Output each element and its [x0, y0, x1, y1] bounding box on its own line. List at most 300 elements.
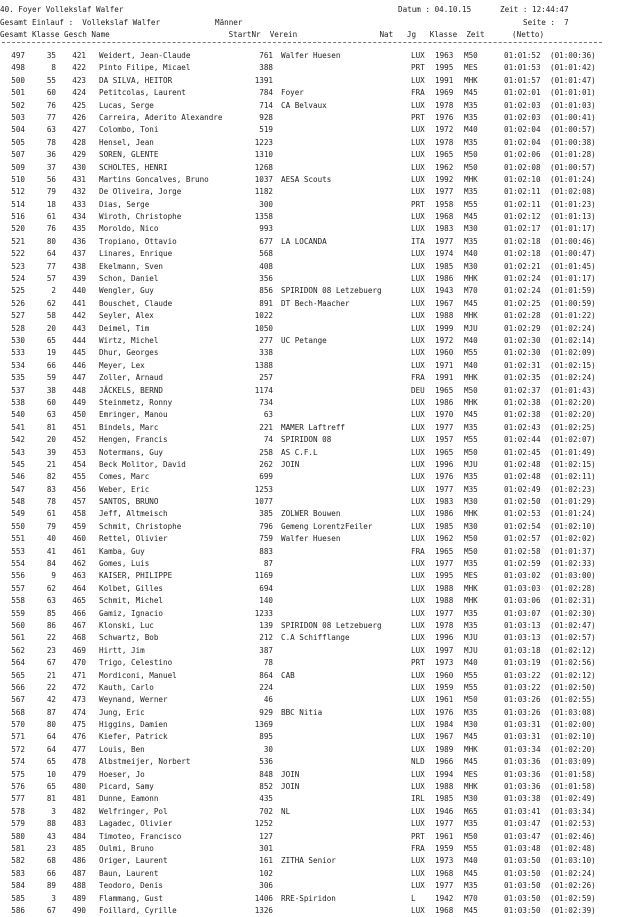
category-cell: M40 [464, 125, 478, 135]
start-number-cell: 1169 [254, 571, 273, 581]
name-cell: Linares, Enrique [99, 249, 173, 259]
gender-rank-cell: 469 [72, 645, 86, 655]
class-rank-cell: 64 [46, 744, 56, 754]
birth-year-cell: 1994 [435, 769, 454, 779]
category-cell: M45 [464, 757, 478, 767]
class-rank-cell: 60 [46, 397, 56, 407]
name-cell: Kamba, Guy [99, 546, 145, 556]
gender-rank-cell: 470 [72, 658, 86, 668]
gender-rank-cell: 428 [72, 137, 86, 147]
table-row [0, 310, 638, 322]
name-cell: Flammang, Gust [99, 893, 164, 903]
birth-year-cell: 1970 [435, 410, 454, 420]
time-cell: 01:01:57 [504, 75, 541, 85]
name-cell: Jung, Eric [99, 707, 145, 717]
start-number-cell: 30 [263, 744, 273, 754]
category-cell: M50 [464, 447, 478, 457]
net-time-cell: (01:02:00) [550, 720, 596, 730]
gender-rank-cell: 446 [72, 360, 86, 370]
rank-cell: 579 [11, 819, 25, 829]
start-number-cell: 864 [259, 670, 273, 680]
start-number-cell: 761 [259, 51, 273, 60]
start-number-cell: 1022 [254, 311, 273, 321]
name-cell: Lucas, Serge [99, 100, 154, 110]
category-cell: MHK [464, 596, 478, 606]
nationality-cell: LUX [411, 645, 425, 655]
club-cell: SPIRIDON 08 [281, 435, 332, 445]
nationality-cell: LUX [411, 571, 425, 581]
table-row [0, 261, 638, 273]
start-number-cell: 338 [259, 348, 273, 358]
start-number-cell: 714 [259, 100, 273, 110]
time-cell: 01:02:50 [504, 497, 541, 507]
club-cell: CAB [281, 670, 295, 680]
nationality-cell: LUX [411, 249, 425, 259]
time-cell: 01:02:59 [504, 559, 541, 569]
gender-rank-cell: 450 [72, 410, 86, 420]
class-rank-cell: 39 [46, 447, 56, 457]
start-number-cell: 1268 [254, 162, 273, 172]
net-time-cell: (01:02:53) [550, 819, 596, 829]
time-cell: 01:02:43 [504, 422, 541, 432]
table-row [0, 546, 638, 558]
rank-cell: 586 [11, 905, 25, 915]
net-time-cell: (01:00:57) [550, 125, 596, 135]
rank-cell: 566 [11, 682, 25, 692]
name-cell: Beck Molitor, David [99, 459, 186, 469]
gender-rank-cell: 434 [72, 212, 86, 222]
birth-year-cell: 1988 [435, 596, 454, 606]
start-number-cell: 929 [259, 707, 273, 717]
name-cell: Schmit, Michel [99, 596, 164, 606]
gender-rank-cell: 482 [72, 806, 86, 816]
net-time-cell: (01:01:58) [550, 769, 596, 779]
category-cell: M30 [464, 261, 478, 271]
nationality-cell: LUX [411, 620, 425, 630]
gender-rank-cell: 475 [72, 720, 86, 730]
net-time-cell: (01:02:59) [550, 893, 596, 903]
gender-rank-cell: 452 [72, 435, 86, 445]
table-row [0, 595, 638, 607]
time-cell: 01:03:48 [504, 844, 541, 853]
birth-year-cell: 1999 [435, 323, 454, 333]
birth-year-cell: 1969 [435, 88, 454, 98]
gender-rank-cell: 478 [72, 757, 86, 767]
net-time-cell: (01:02:26) [550, 881, 596, 891]
club-cell: SPIRIDON 08 Letzebuerg [281, 286, 382, 296]
table-row [0, 385, 638, 397]
rank-cell: 580 [11, 831, 25, 841]
rank-cell: 540 [11, 410, 25, 420]
time-cell: 01:02:58 [504, 546, 541, 556]
class-rank-cell: 61 [46, 509, 56, 519]
category-cell: MHK [464, 509, 478, 519]
rank-cell: 570 [11, 720, 25, 730]
start-number-cell: 301 [259, 844, 273, 853]
nationality-cell: LUX [411, 856, 425, 866]
category-cell: MHK [464, 373, 478, 383]
nationality-cell: LUX [411, 707, 425, 717]
nationality-cell: LUX [411, 447, 425, 457]
name-cell: Wirtz, Michel [99, 335, 159, 345]
class-rank-cell: 59 [46, 373, 56, 383]
name-cell: Bouschet, Claude [99, 298, 173, 308]
club-cell: ZOLWER Bouwen [281, 509, 341, 519]
category-cell: M65 [464, 806, 478, 816]
name-cell: Rettel, Olivier [99, 534, 168, 544]
nationality-cell: LUX [411, 472, 425, 482]
name-cell: Mordiconi, Manuel [99, 670, 177, 680]
net-time-cell: (01:01:37) [550, 546, 596, 556]
time-cell: 01:02:10 [504, 174, 541, 184]
birth-year-cell: 1985 [435, 521, 454, 531]
class-rank-cell: 77 [46, 261, 56, 271]
time-cell: 01:03:50 [504, 856, 541, 866]
time-cell: 01:03:36 [504, 769, 541, 779]
net-time-cell: (01:01:03) [550, 100, 596, 110]
nationality-cell: LUX [411, 75, 425, 85]
birth-year-cell: 1978 [435, 100, 454, 110]
category-cell: M55 [464, 435, 478, 445]
category-cell: M35 [464, 484, 478, 494]
table-row [0, 484, 638, 496]
time-cell: 01:02:30 [504, 348, 541, 358]
net-time-cell: (01:01:42) [550, 63, 596, 73]
nationality-cell: LUX [411, 782, 425, 792]
table-row [0, 87, 638, 99]
start-number-cell: 1037 [254, 174, 273, 184]
gender-rank-cell: 479 [72, 769, 86, 779]
start-number-cell: 1174 [254, 385, 273, 395]
name-cell: Comes, Marc [99, 472, 150, 482]
nationality-cell: LUX [411, 261, 425, 271]
name-cell: Weidert, Jean-Claude [99, 51, 191, 60]
start-number-cell: 102 [259, 868, 273, 878]
rank-cell: 584 [11, 881, 25, 891]
name-cell: Bindels, Marc [99, 422, 159, 432]
name-cell: Schwartz, Bob [99, 633, 159, 643]
net-time-cell: (01:02:24) [550, 323, 596, 333]
club-cell: C.A Schifflange [281, 633, 350, 643]
birth-year-cell: 1983 [435, 224, 454, 234]
net-time-cell: (01:02:25) [550, 422, 596, 432]
class-rank-cell: 86 [46, 620, 56, 630]
net-time-cell: (01:01:17) [550, 224, 596, 234]
start-number-cell: 262 [259, 459, 273, 469]
birth-year-cell: 1942 [435, 893, 454, 903]
time-cell: 01:03:26 [504, 707, 541, 717]
category-cell: M70 [464, 893, 478, 903]
rank-cell: 543 [11, 447, 25, 457]
net-time-cell: (01:02:20) [550, 410, 596, 420]
gender-rank-cell: 456 [72, 484, 86, 494]
net-time-cell: (01:01:23) [550, 199, 596, 209]
rank-cell: 526 [11, 298, 25, 308]
nationality-cell: LUX [411, 583, 425, 593]
class-rank-cell: 36 [46, 150, 56, 160]
rank-cell: 582 [11, 856, 25, 866]
name-cell: Baun, Laurent [99, 868, 159, 878]
column-headers: Gesamt Klasse Gesch Name StartNr Verein Nat Jg Klasse Zeit (Netto) [0, 30, 545, 39]
gender-rank-cell: 421 [72, 51, 86, 60]
name-cell: Tropiano, Ottavio [99, 236, 177, 246]
class-rank-cell: 9 [51, 571, 56, 581]
rank-cell: 507 [11, 150, 25, 160]
rank-cell: 538 [11, 397, 25, 407]
gender-rank-cell: 451 [72, 422, 86, 432]
birth-year-cell: 1977 [435, 819, 454, 829]
start-number-cell: 1406 [254, 893, 273, 903]
birth-year-cell: 1977 [435, 559, 454, 569]
rank-cell: 548 [11, 497, 25, 507]
nationality-cell: LUX [411, 819, 425, 829]
rank-cell: 561 [11, 633, 25, 643]
net-time-cell: (01:00:38) [550, 137, 596, 147]
table-row [0, 645, 638, 657]
time-cell: 01:03:22 [504, 682, 541, 692]
category-cell: M50 [464, 162, 478, 172]
class-rank-cell: 66 [46, 360, 56, 370]
category-cell: MHK [464, 744, 478, 754]
time-cell: 01:02:18 [504, 236, 541, 246]
birth-year-cell: 1977 [435, 422, 454, 432]
birth-year-cell: 1958 [435, 199, 454, 209]
category-cell: M45 [464, 88, 478, 98]
name-cell: Schmit, Christophe [99, 521, 182, 531]
birth-year-cell: 1977 [435, 608, 454, 618]
table-row [0, 855, 638, 867]
gender-rank-cell: 460 [72, 534, 86, 544]
start-number-cell: 140 [259, 596, 273, 606]
table-row [0, 818, 638, 830]
nationality-cell: PRT [411, 658, 425, 668]
birth-year-cell: 1957 [435, 435, 454, 445]
rank-cell: 559 [11, 608, 25, 618]
gender-rank-cell: 431 [72, 174, 86, 184]
birth-year-cell: 1986 [435, 274, 454, 284]
gender-rank-cell: 468 [72, 633, 86, 643]
net-time-cell: (01:02:07) [550, 435, 596, 445]
table-row [0, 273, 638, 285]
net-time-cell: (01:01:47) [550, 75, 596, 85]
nationality-cell: LUX [411, 150, 425, 160]
net-time-cell: (01:03:34) [550, 806, 596, 816]
name-cell: Zoller, Arnaud [99, 373, 164, 383]
net-time-cell: (01:01:43) [550, 385, 596, 395]
net-time-cell: (01:02:39) [550, 905, 596, 915]
category-cell: MJU [464, 633, 478, 643]
time-cell: 01:03:34 [504, 744, 541, 754]
name-cell: Jeff, Altmeisch [99, 509, 168, 519]
class-rank-cell: 63 [46, 410, 56, 420]
gender-rank-cell: 427 [72, 125, 86, 135]
name-cell: SANTOS, BRUNO [99, 497, 159, 507]
name-cell: SOREN, GLENTE [99, 150, 159, 160]
nationality-cell: LUX [411, 596, 425, 606]
class-rank-cell: 42 [46, 695, 56, 705]
table-row [0, 75, 638, 87]
name-cell: Seyler, Alex [99, 311, 154, 321]
class-rank-cell: 64 [46, 732, 56, 742]
start-number-cell: 408 [259, 261, 273, 271]
time-cell: 01:01:52 [504, 51, 541, 60]
gender-rank-cell: 442 [72, 311, 86, 321]
gender-rank-cell: 480 [72, 782, 86, 792]
class-rank-cell: 19 [46, 348, 56, 358]
rank-cell: 528 [11, 323, 25, 333]
header-line-1 [0, 4, 638, 16]
nationality-cell: ITA [411, 236, 425, 246]
name-cell: Oulmi, Bruno [99, 844, 154, 853]
name-cell: Deimel, Tim [99, 323, 150, 333]
start-number-cell: 1252 [254, 819, 273, 829]
nationality-cell: LUX [411, 497, 425, 507]
table-row [0, 471, 638, 483]
table-row [0, 100, 638, 112]
time-cell: 01:02:08 [504, 162, 541, 172]
birth-year-cell: 1976 [435, 112, 454, 122]
table-row [0, 112, 638, 124]
time-cell: 01:03:31 [504, 732, 541, 742]
net-time-cell: (01:02:15) [550, 360, 596, 370]
start-number-cell: 277 [259, 335, 273, 345]
rank-cell: 581 [11, 844, 25, 853]
name-cell: Hengen, Francis [99, 435, 168, 445]
table-row [0, 409, 638, 421]
class-rank-cell: 61 [46, 212, 56, 222]
class-rank-cell: 79 [46, 521, 56, 531]
birth-year-cell: 1965 [435, 150, 454, 160]
time-cell: 01:02:44 [504, 435, 541, 445]
class-rank-cell: 65 [46, 782, 56, 792]
birth-year-cell: 1967 [435, 732, 454, 742]
time-cell: 01:03:50 [504, 905, 541, 915]
category-cell: M55 [464, 682, 478, 692]
class-rank-cell: 20 [46, 435, 56, 445]
net-time-cell: (01:02:28) [550, 583, 596, 593]
table-row [0, 422, 638, 434]
net-time-cell: (01:02:20) [550, 397, 596, 407]
nationality-cell: LUX [411, 348, 425, 358]
start-number-cell: 1310 [254, 150, 273, 160]
gender-rank-cell: 489 [72, 893, 86, 903]
start-number-cell: 224 [259, 682, 273, 692]
rank-cell: 565 [11, 670, 25, 680]
category-cell: MHK [464, 583, 478, 593]
class-rank-cell: 88 [46, 819, 56, 829]
class-rank-cell: 20 [46, 323, 56, 333]
table-row [0, 670, 638, 682]
category-cell: M35 [464, 881, 478, 891]
time-cell: 01:03:03 [504, 583, 541, 593]
start-number-cell: 568 [259, 249, 273, 259]
nationality-cell: LUX [411, 769, 425, 779]
category-cell: M30 [464, 224, 478, 234]
class-rank-cell: 56 [46, 174, 56, 184]
name-cell: Hensel, Jean [99, 137, 154, 147]
rank-cell: 541 [11, 422, 25, 432]
time-cell: 01:02:24 [504, 286, 541, 296]
nationality-cell: LUX [411, 881, 425, 891]
birth-year-cell: 1986 [435, 509, 454, 519]
birth-year-cell: 1971 [435, 360, 454, 370]
birth-year-cell: 1962 [435, 162, 454, 172]
table-row [0, 719, 638, 731]
rank-cell: 562 [11, 645, 25, 655]
rank-cell: 550 [11, 521, 25, 531]
table-row [0, 707, 638, 719]
class-rank-cell: 21 [46, 459, 56, 469]
net-time-cell: (01:01:59) [550, 286, 596, 296]
rank-cell: 504 [11, 125, 25, 135]
nationality-cell: IRL [411, 794, 425, 804]
nationality-cell: LUX [411, 335, 425, 345]
time-cell: 01:03:13 [504, 633, 541, 643]
start-number-cell: 1223 [254, 137, 273, 147]
nationality-cell: FRA [411, 373, 425, 383]
time-cell: 01:03:36 [504, 757, 541, 767]
gender-rank-cell: 462 [72, 559, 86, 569]
name-cell: Origer, Laurent [99, 856, 168, 866]
class-rank-cell: 80 [46, 236, 56, 246]
gender-rank-cell: 464 [72, 583, 86, 593]
name-cell: Ekelmann, Sven [99, 261, 164, 271]
table-row [0, 360, 638, 372]
rank-cell: 527 [11, 311, 25, 321]
club-cell: NL [281, 806, 291, 816]
net-time-cell: (01:02:11) [550, 472, 596, 482]
start-number-cell: 63 [263, 410, 273, 420]
birth-year-cell: 1967 [435, 298, 454, 308]
net-time-cell: (01:01:17) [550, 274, 596, 284]
gender-rank-cell: 429 [72, 150, 86, 160]
nationality-cell: PRT [411, 112, 425, 122]
gender-rank-cell: 484 [72, 831, 86, 841]
class-rank-cell: 68 [46, 856, 56, 866]
start-number-cell: 257 [259, 373, 273, 383]
header-line-2 [0, 17, 638, 29]
date-label: Datum : 04.10.15 [398, 5, 472, 14]
event-title: 40. Foyer Vollekslaf Walfer [0, 5, 124, 14]
table-row [0, 434, 638, 446]
start-number-cell: 1050 [254, 323, 273, 333]
class-rank-cell: 40 [46, 534, 56, 544]
table-row [0, 880, 638, 892]
name-cell: Gomes, Luis [99, 559, 150, 569]
time-cell: 01:02:35 [504, 373, 541, 383]
birth-year-cell: 1991 [435, 373, 454, 383]
gender-rank-cell: 486 [72, 856, 86, 866]
time-cell: 01:03:36 [504, 782, 541, 792]
category-cell: M55 [464, 670, 478, 680]
category-cell: M55 [464, 348, 478, 358]
table-row [0, 149, 638, 161]
start-number-cell: 852 [259, 782, 273, 792]
gender-rank-cell: 437 [72, 249, 86, 259]
rank-cell: 575 [11, 769, 25, 779]
nationality-cell: LUX [411, 695, 425, 705]
time-cell: 01:02:03 [504, 112, 541, 122]
name-cell: JÄCKELS, BERND [99, 385, 164, 395]
category-cell: M35 [464, 608, 478, 618]
name-cell: Higgins, Damien [99, 720, 168, 730]
net-time-cell: (01:02:57) [550, 633, 596, 643]
nationality-cell: DEU [411, 385, 425, 395]
gender-rank-cell: 490 [72, 905, 86, 915]
net-time-cell: (01:00:47) [550, 249, 596, 259]
rank-cell: 549 [11, 509, 25, 519]
birth-year-cell: 1961 [435, 831, 454, 841]
